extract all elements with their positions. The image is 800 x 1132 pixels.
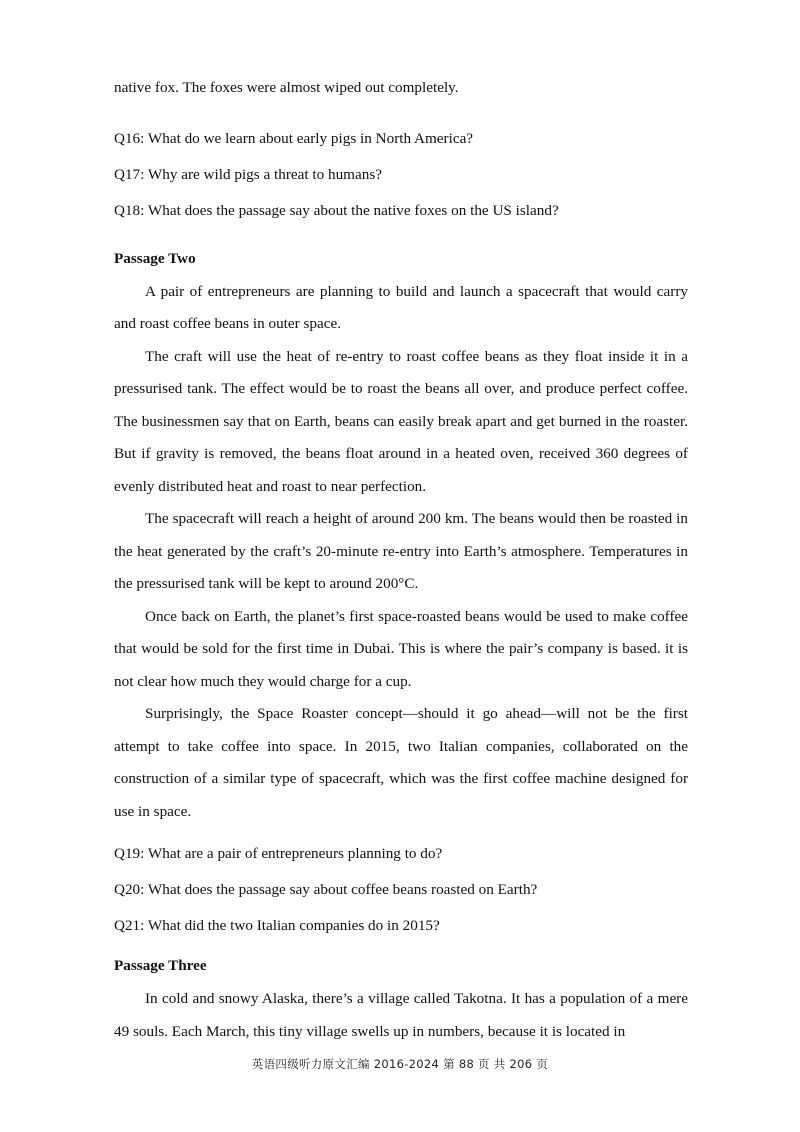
passage-three-heading: Passage Three <box>114 957 207 974</box>
passage-two-heading: Passage Two <box>114 249 196 267</box>
passage-one-closing-line: native fox. The foxes were almost wiped out completely. <box>114 79 459 96</box>
question-q16: Q16: What do we learn about early pigs in North America? <box>114 129 474 147</box>
passage-two-paragraph-3: The spacecraft will reach a height of around 200 km. The beans would then be roasted in the heat generated by the craft’s 20-minute re-entry into Earth’s atmosphere. Temperatures in the pressurised tank will be kept to around 200°C. <box>114 510 688 592</box>
question-q19: Q19: What are a pair of entrepreneurs planning to do? <box>114 845 443 862</box>
document-page <box>114 72 688 1048</box>
question-q21: Q21: What did the two Italian companies do in 2015? <box>114 917 440 934</box>
passage-one-questions <box>114 121 688 229</box>
question-q18: Q18: What does the passage say about the native foxes on the US island? <box>114 201 559 219</box>
passage-three-paragraph-1: In cold and snowy Alaska, there’s a village called Takotna. It has a population of a mere 49 souls. Each March, this tiny village swells up in numbers, because it is located in <box>114 990 688 1040</box>
passage-two-body <box>114 276 688 829</box>
passage-two-paragraph-1: A pair of entrepreneurs are planning to build and launch a spacecraft that would carry and roast coffee beans in outer space. <box>114 282 688 332</box>
question-q20: Q20: What does the passage say about coffee beans roasted on Earth? <box>114 881 538 898</box>
page-footer: 英语四级听力原文汇编 2016-2024 第 88 页 共 206 页 <box>251 1057 549 1071</box>
passage-two-paragraph-2: The craft will use the heat of re-entry to roast coffee beans as they float inside it in a pressurised tank. The effect would be to roast the beans all over, and produce perfect coffee. The businessmen say that on Earth, beans can easily break apart and get burned in the roaster. But if gravity is removed, the beans float around in a heated oven, received 360 degrees of evenly distributed heat and roast to near perfection. <box>114 347 688 495</box>
passage-two-paragraph-5: Surprisingly, the Space Roaster concept—should it go ahead—will not be the first attempt to take coffee into space. In 2015, two Italian companies, collaborated on the construction of a similar type of spacecraft, which was the first coffee machine designed for use in space. <box>114 705 688 820</box>
question-q17: Q17: Why are wild pigs a threat to humans? <box>114 165 382 183</box>
passage-two-questions <box>114 836 688 944</box>
passage-two-paragraph-4: Once back on Earth, the planet’s first space-roasted beans would be used to make coffee that would be sold for the first time in Dubai. This is where the pair’s company is based. it is not clear how much they would charge for a cup. <box>114 607 688 690</box>
